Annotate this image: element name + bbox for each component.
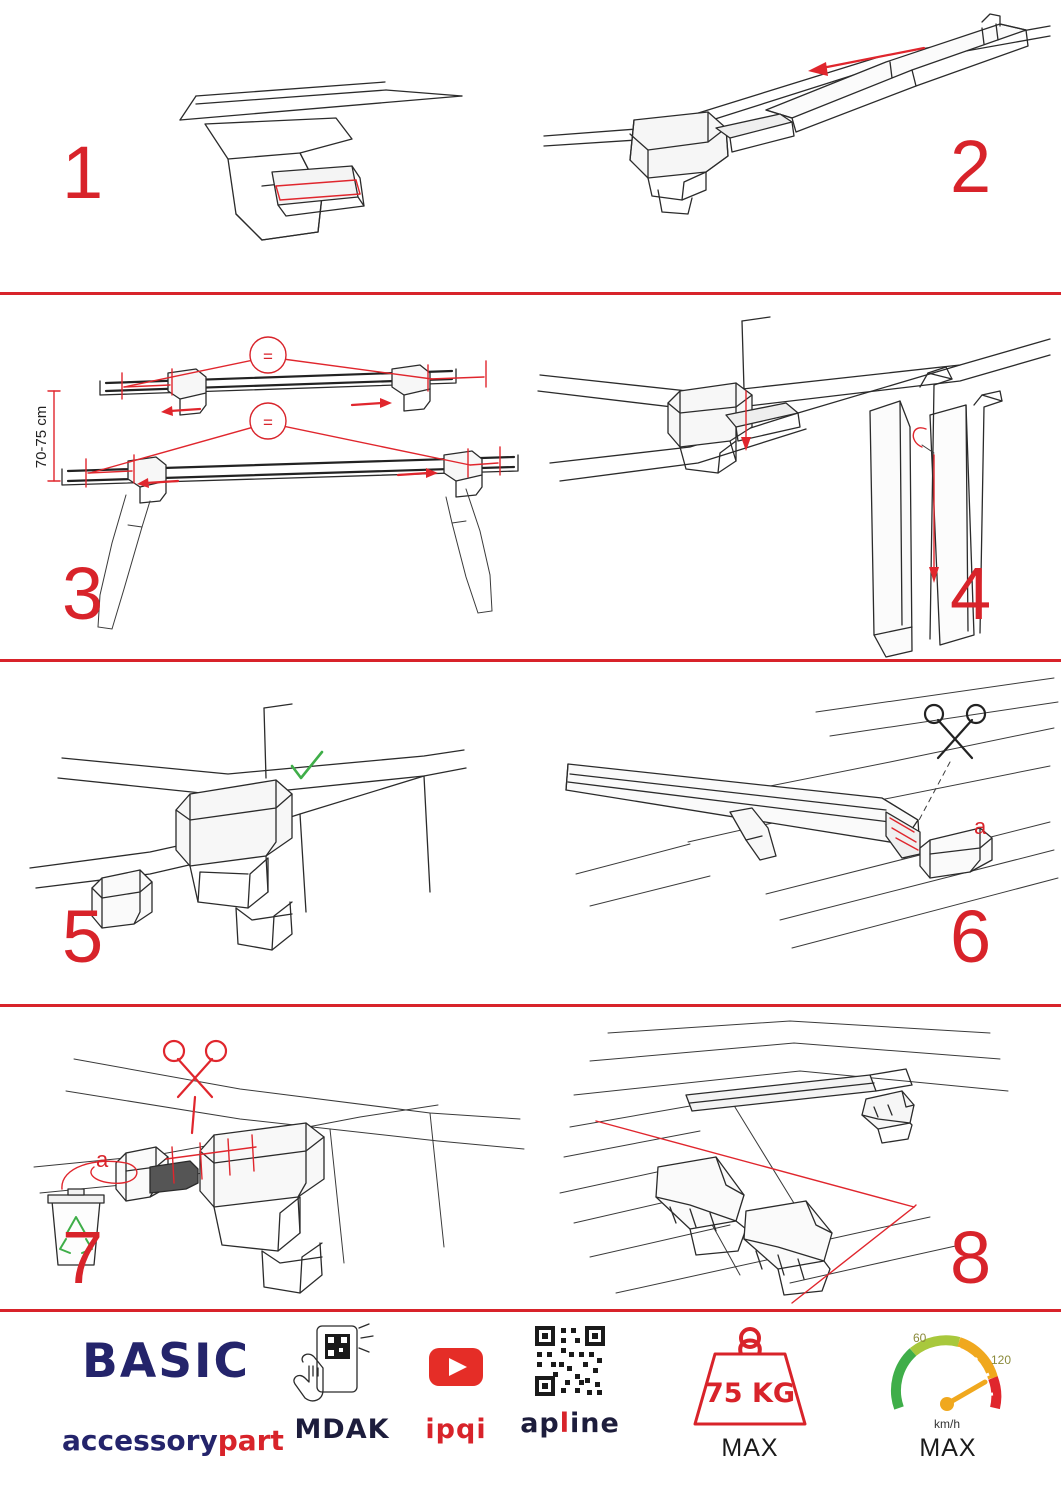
gauge-tick-60: 60 [913, 1331, 927, 1345]
gauge-tick-120: 120 [991, 1353, 1012, 1367]
brand-title: BASIC [82, 1334, 251, 1389]
footer [0, 1312, 1061, 1500]
speed-limit-caption: MAX [919, 1434, 977, 1462]
step-panel-4 [530, 295, 1061, 659]
logo-mdak[interactable] [282, 1322, 402, 1445]
brand-name-part2: part [217, 1424, 284, 1457]
step-panel-7 [0, 1007, 530, 1309]
load-limit-caption: MAX [721, 1434, 779, 1462]
step-panel-5 [0, 662, 530, 1004]
brand-name [62, 1424, 284, 1457]
step-panel-6 [530, 662, 1061, 1004]
step-number-5: 5 [62, 895, 104, 978]
speed-unit-label: km/h [933, 1417, 961, 1431]
load-limit-value: 75 KG [704, 1378, 796, 1409]
qr-hand-phone-icon [287, 1322, 397, 1408]
equal-mark-bottom: = [263, 413, 273, 432]
load-limit-block [660, 1316, 840, 1463]
speed-limit-block [858, 1316, 1038, 1463]
equal-mark-top: = [263, 347, 273, 366]
logo-apline-label: apline [520, 1408, 620, 1439]
qr-code-icon [531, 1322, 609, 1402]
step-panel-8 [530, 1007, 1061, 1309]
dimension-label: 70-75 cm [33, 405, 50, 469]
step-number-2: 2 [950, 125, 992, 208]
step-panel-1 [0, 0, 530, 292]
logo-ipqi-label: ipqi [425, 1414, 487, 1445]
step-panel-3 [0, 295, 530, 659]
logo-apline[interactable] [480, 1322, 660, 1439]
weight-icon [675, 1316, 825, 1434]
logo-mdak-label: MDAK [294, 1414, 390, 1445]
step-number-7: 7 [62, 1216, 104, 1299]
speedometer-icon [873, 1316, 1023, 1434]
part-label-a-step6: a [974, 814, 987, 839]
step-panel-2 [530, 0, 1061, 292]
step-number-1: 1 [62, 131, 104, 214]
step-number-3: 3 [62, 552, 104, 635]
step-number-4: 4 [950, 552, 992, 635]
step-number-6: 6 [950, 895, 992, 978]
step-number-8: 8 [950, 1216, 992, 1299]
part-label-a-step7: a [96, 1147, 109, 1172]
brand-name-part1: accessory [62, 1424, 218, 1457]
